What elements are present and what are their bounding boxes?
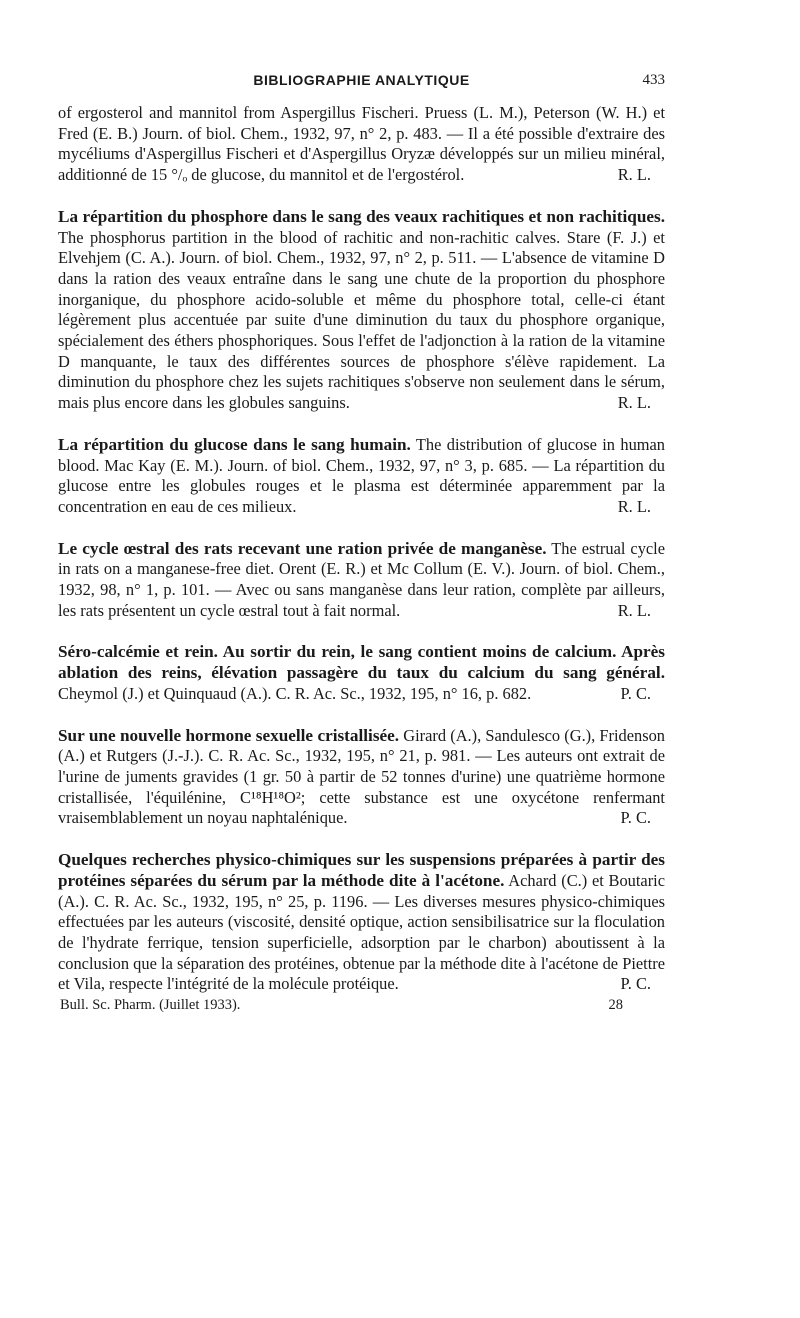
page-number: 433: [642, 72, 665, 88]
running-head: [58, 72, 665, 94]
abstract-entry: [58, 850, 665, 995]
footer-sheet-number: 28: [608, 997, 623, 1014]
entry-initials: R. L.: [617, 165, 651, 185]
entry-summary: — La répartition du glucose entre les globules rouges et le plasma est déterminée apparemment par la concentration en eau de ces milieux.: [58, 455, 665, 516]
entry-citation: The phosphorus partition in the blood of rachitic and non-rachitic calves. Stare (F. J.) et Elvehjem (C. A.). Journ. of biol. Chem., 1932, 97, n° 2, p. 511.: [58, 227, 665, 268]
entry-title: La répartition du phosphore dans le sang des veaux rachitiques et non rachitiques.: [58, 206, 665, 226]
entry-title: La répartition du glucose dans le sang humain.: [58, 434, 411, 454]
entry-initials: R. L.: [617, 393, 651, 413]
entry-title: Sur une nouvelle hormone sexuelle cristallisée.: [58, 725, 400, 745]
entry-initials: P. C.: [620, 808, 651, 828]
abstract-entry: [58, 642, 665, 704]
page-footer: [58, 997, 665, 1019]
abstract-entry: [58, 539, 665, 622]
abstract-entry: [58, 207, 665, 414]
entry-citation: The estrual cycle in rats on a manganese-free diet. Orent (E. R.) et Mc Collum (E. V.). Journ. of biol. Chem., 1932, 98, n° 1, p. 101.: [58, 538, 665, 600]
running-title: BIBLIOGRAPHIE ANALYTIQUE: [253, 72, 470, 88]
abstract-entry: [58, 726, 665, 830]
entry-citation: Girard (A.), Sandulesco (G.), Fridenson (A.) et Rutgers (J.-J.). C. R. Ac. Sc., 1932, 195, n° 21, p. 981.: [58, 725, 665, 766]
abstract-entry: [58, 103, 665, 186]
page: [58, 72, 665, 1019]
entry-title: Quelques recherches physico-chimiques sur les suspensions préparées à partir des protéines séparées du sérum par la méthode dite à l'acétone.: [58, 850, 665, 890]
entry-summary: — Avec ou sans manganèse dans leur ration, complète par ailleurs, les rats présentent un cycle œstral tout à fait normal.: [58, 580, 665, 620]
entry-title: Séro-calcémie et rein. Au sortir du rein, le sang contient moins de calcium. Après ablation des reins, élévation passagère du taux du calcium du sang général.: [58, 642, 665, 683]
entry-citation: Achard (C.) et Boutaric (A.). C. R. Ac. Sc., 1932, 195, n° 25, p. 1196.: [58, 870, 665, 911]
footer-journal: Bull. Sc. Pharm. (Juillet 1933).: [60, 997, 241, 1014]
entry-initials: P. C.: [620, 683, 651, 703]
entry-initials: P. C.: [620, 974, 651, 994]
entry-citation: of ergosterol and mannitol from Aspergillus Fischeri. Pruess (L. M.), Peterson (W. H.) et Fred (E. B.) Journ. of biol. Chem., 1932, 97, n° 2, p. 483.: [58, 103, 665, 143]
entry-summary: — L'absence de vitamine D dans la ration des veaux entraîne dans le sang une chute de la proportion du phosphore inorganique, du phosphore acido-soluble et même du phosphore total, celle-ci étant légèrement plus accentuée par suite d'une diminution du taux du phosphore organique, spécialement des éthers phosphoriques. Sous l'effet de l'adjonction à la ration de la vitamine D manquante, le taux des différentes sources de phosphore s'élève rapidement. La diminution du phosphore chez les sujets rachitiques s'observe non seulement dans le sérum, mais plus encore dans les globules sanguins.: [58, 248, 665, 413]
abstract-entry: [58, 435, 665, 518]
entry-title: Le cycle œstral des rats recevant une ration privée de manganèse.: [58, 538, 547, 558]
entry-summary: — Les auteurs ont extrait de l'urine de juments gravides (1 gr. 50 à partir de 52 tonnes d'urine) une quatrième hormone cristallisée, l'équilénine, C¹⁸H¹⁸O²; cette substance est une oxycétone renfermant vraisemblablement un noyau naphtalénique.: [58, 746, 666, 828]
entry-initials: R. L.: [617, 496, 651, 516]
entry-citation: Cheymol (J.) et Quinquaud (A.). C. R. Ac. Sc., 1932, 195, n° 16, p. 682.: [58, 683, 532, 703]
entry-summary: — Les diverses mesures physico-chimiques effectuées par les auteurs (viscosité, densité optique, action sensibilisatrice sur la floculation de l'hydrate ferrique, tension superficielle, adsorption par le charbon) aboutissent à la conclusion que la séparation des protéines, obtenue par la méthode dite à l'acétone de Piettre et Vila, respecte l'intégrité de la molécule protéique.: [58, 891, 665, 994]
entry-citation: The distribution of glucose in human blood. Mac Kay (E. M.). Journ. of biol. Chem., 1932, 97, n° 3, p. 685.: [58, 434, 665, 475]
entry-initials: R. L.: [617, 600, 651, 620]
entry-summary: — Il a été possible d'extraire des mycéliums d'Aspergillus Fischeri et d'Aspergillus Oryzæ développés sur un milieu minéral, additionné de 15 °/ₒ de glucose, du mannitol et de l'ergostérol.: [58, 123, 665, 185]
